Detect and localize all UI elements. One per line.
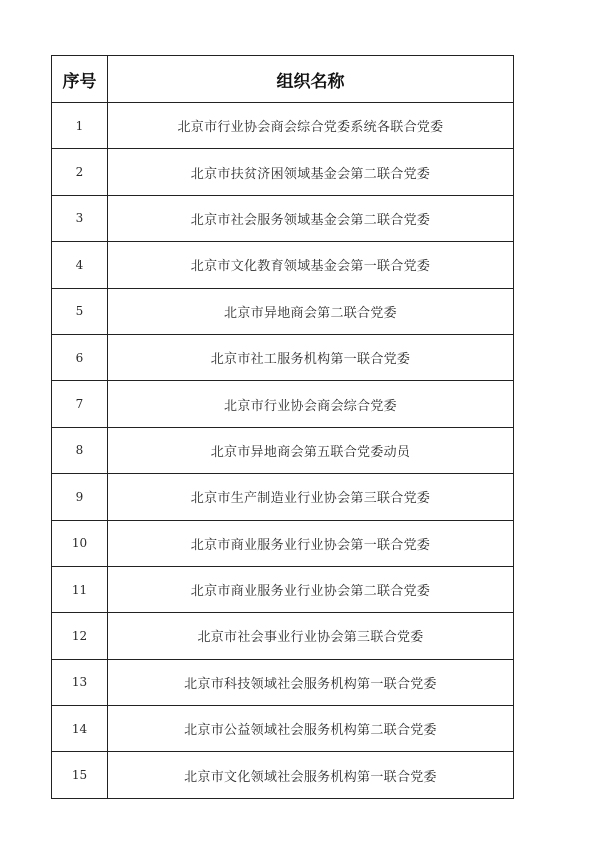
organization-name: 北京市异地商会第二联合党委 xyxy=(108,288,514,334)
organization-name: 北京市商业服务业行业协会第二联合党委 xyxy=(108,566,514,612)
organization-name: 北京市文化领域社会服务机构第一联合党委 xyxy=(108,752,514,798)
organization-name: 北京市扶贫济困领域基金会第二联合党委 xyxy=(108,149,514,195)
table-row xyxy=(52,427,514,473)
organization-name: 北京市行业协会商会综合党委 xyxy=(108,381,514,427)
row-number: 5 xyxy=(52,288,108,334)
organization-name: 北京市生产制造业行业协会第三联合党委 xyxy=(108,474,514,520)
row-number: 11 xyxy=(52,566,108,612)
organization-name: 北京市文化教育领域基金会第一联合党委 xyxy=(108,242,514,288)
table-header-row xyxy=(52,56,514,103)
table-row xyxy=(52,242,514,288)
header-serial-number: 序号 xyxy=(52,56,108,103)
organization-name: 北京市科技领域社会服务机构第一联合党委 xyxy=(108,659,514,705)
organization-table xyxy=(51,55,514,799)
row-number: 13 xyxy=(52,659,108,705)
organization-name: 北京市社会服务领域基金会第二联合党委 xyxy=(108,195,514,241)
organization-name: 北京市公益领域社会服务机构第二联合党委 xyxy=(108,706,514,752)
table-row xyxy=(52,381,514,427)
row-number: 8 xyxy=(52,427,108,473)
row-number: 9 xyxy=(52,474,108,520)
table-row xyxy=(52,288,514,334)
row-number: 12 xyxy=(52,613,108,659)
table-row xyxy=(52,103,514,149)
row-number: 3 xyxy=(52,195,108,241)
table-row xyxy=(52,195,514,241)
header-organization-name: 组织名称 xyxy=(108,56,514,103)
table-row xyxy=(52,659,514,705)
organization-name: 北京市行业协会商会综合党委系统各联合党委 xyxy=(108,103,514,149)
row-number: 2 xyxy=(52,149,108,195)
row-number: 6 xyxy=(52,334,108,380)
organization-name: 北京市社工服务机构第一联合党委 xyxy=(108,334,514,380)
table-row xyxy=(52,520,514,566)
row-number: 4 xyxy=(52,242,108,288)
table-row xyxy=(52,706,514,752)
table-row xyxy=(52,752,514,798)
organization-name: 北京市异地商会第五联合党委动员 xyxy=(108,427,514,473)
row-number: 1 xyxy=(52,103,108,149)
table-row xyxy=(52,474,514,520)
row-number: 15 xyxy=(52,752,108,798)
table-row xyxy=(52,334,514,380)
table-row xyxy=(52,149,514,195)
table-body xyxy=(52,103,514,799)
row-number: 7 xyxy=(52,381,108,427)
row-number: 14 xyxy=(52,706,108,752)
table-row xyxy=(52,566,514,612)
organization-name: 北京市商业服务业行业协会第一联合党委 xyxy=(108,520,514,566)
row-number: 10 xyxy=(52,520,108,566)
table-row xyxy=(52,613,514,659)
organization-name: 北京市社会事业行业协会第三联合党委 xyxy=(108,613,514,659)
